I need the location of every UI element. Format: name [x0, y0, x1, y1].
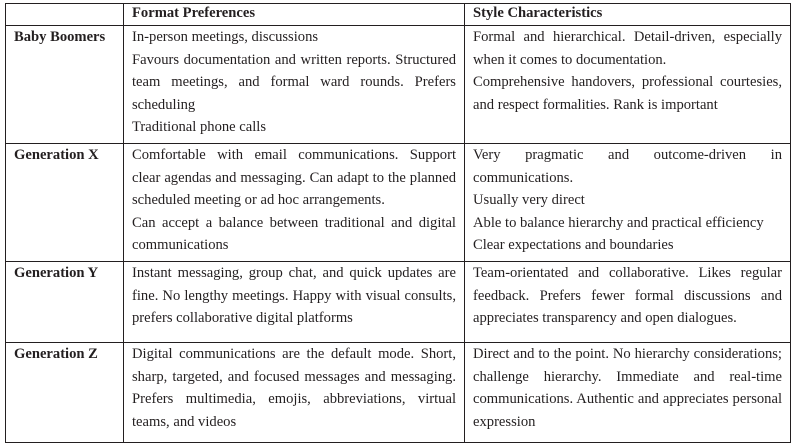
style-line: Formal and hierarchical. Detail-driven, especially when it comes to documentation. [473, 29, 782, 68]
style-line: Direct and to the point. No hierarchy considerations; challenge hierarchy. Immediate and real-time communications. Authentic and appreciates personal expression [473, 345, 782, 430]
table-row [6, 342, 791, 442]
format-line: In-person meetings, discussions [132, 29, 319, 45]
header-format-preferences: Format Preferences [124, 4, 465, 26]
style-characteristics-cell [465, 261, 791, 342]
format-preferences-cell [124, 143, 465, 261]
table-row [6, 261, 791, 342]
format-line: Instant messaging, group chat, and quick updates are fine. No lengthy meetings. Happy with visual consults, prefers collaborative digital platforms [132, 264, 456, 327]
generation-label: Generation Z [6, 342, 124, 442]
style-line: Usually very direct [473, 192, 585, 209]
format-preferences-cell [124, 26, 465, 144]
style-line: Comprehensive handovers, professional courtesies, and respect formalities. Rank is important [473, 74, 782, 113]
format-line: Can accept a balance between traditional and digital communications [132, 214, 456, 254]
format-line: Digital communications are the default mode. Short, sharp, targeted, and focused messages and messaging. Prefers multimedia, emojis, abbreviations, virtual teams, and videos [132, 345, 456, 430]
header-generation [6, 4, 124, 26]
header-style-characteristics: Style Characteristics [465, 4, 791, 26]
table-row [6, 26, 791, 144]
style-characteristics-cell [465, 143, 791, 261]
format-line: Traditional phone calls [132, 119, 267, 136]
format-line: Favours documentation and written reports. Structured team meetings, and formal ward rounds. Prefers scheduling [132, 51, 456, 113]
header-row [6, 4, 791, 26]
format-line: Comfortable with email communications. Support clear agendas and messaging. Can adapt to the planned scheduled meeting or ad hoc arrangements. [132, 146, 456, 209]
generation-label: Generation X [6, 143, 124, 261]
generation-label: Baby Boomers [6, 26, 124, 144]
style-line: Able to balance hierarchy and practical efficiency [473, 214, 764, 231]
format-preferences-cell [124, 261, 465, 342]
table-row [6, 143, 791, 261]
style-line: Team-orientated and collaborative. Likes regular feedback. Prefers fewer formal discussions and appreciates transparency and open dialogues. [473, 264, 782, 327]
format-preferences-cell [124, 342, 465, 442]
generation-label: Generation Y [6, 261, 124, 342]
style-line: Clear expectations and boundaries [473, 237, 674, 254]
style-characteristics-cell [465, 342, 791, 442]
style-line: Very pragmatic and outcome-driven in communications. [473, 146, 782, 186]
generations-communication-table [5, 3, 791, 443]
style-characteristics-cell [465, 26, 791, 144]
